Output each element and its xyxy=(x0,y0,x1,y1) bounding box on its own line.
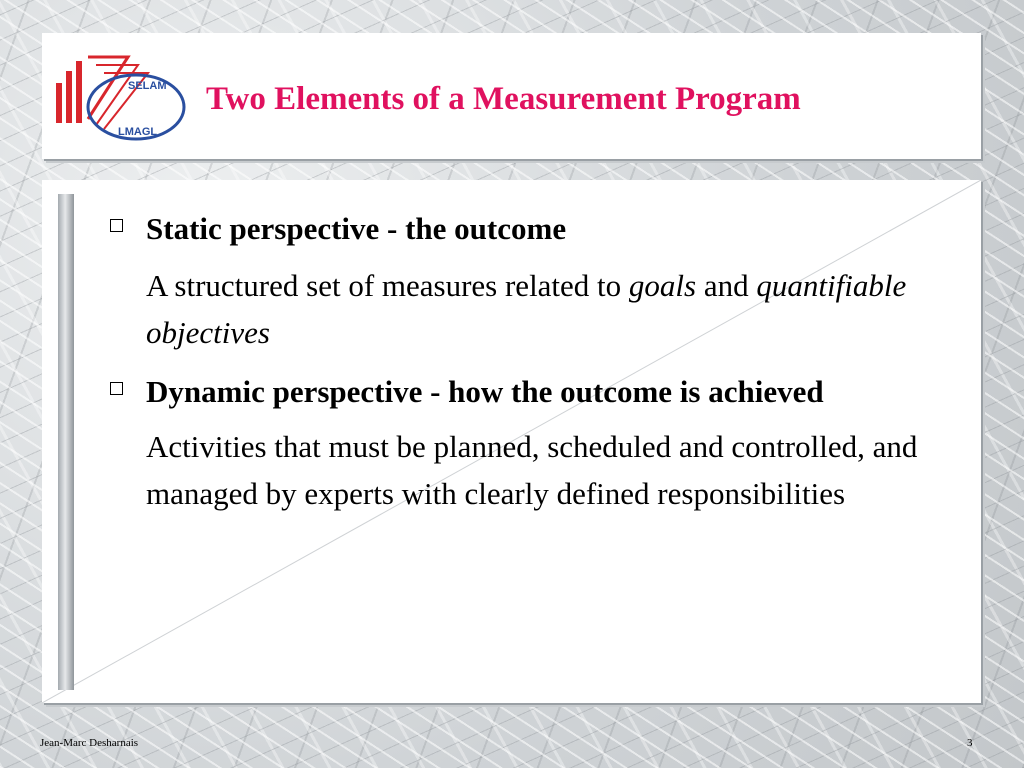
body-panel xyxy=(42,180,981,703)
slide-title: Two Elements of a Measurement Program xyxy=(206,81,801,117)
svg-text:LMAGL: LMAGL xyxy=(118,126,158,138)
left-accent-bar xyxy=(58,194,74,690)
footer-author: Jean-Marc Desharnais xyxy=(40,737,139,749)
bullet-item-dynamic xyxy=(102,368,962,415)
bullet-body-dynamic: Activities that must be planned, scheduled and controlled, and managed by experts with clearly defined responsibilities xyxy=(146,429,918,511)
bullet-item-static xyxy=(102,205,962,252)
title-panel xyxy=(42,33,981,159)
bullet-heading: Dynamic perspective - how the outcome is achieved xyxy=(146,374,824,409)
hollow-square-bullet-icon xyxy=(110,382,123,395)
bullet-heading: Static perspective - the outcome xyxy=(146,211,567,246)
hollow-square-bullet-icon xyxy=(110,219,123,232)
slide-content xyxy=(102,205,962,517)
svg-text:SELAM: SELAM xyxy=(128,80,167,92)
page-number: 3 xyxy=(967,737,973,749)
bullet-body-static: A structured set of measures related to goals and quantifiable objectives xyxy=(146,268,907,350)
selam-lmagl-logo xyxy=(48,49,188,145)
